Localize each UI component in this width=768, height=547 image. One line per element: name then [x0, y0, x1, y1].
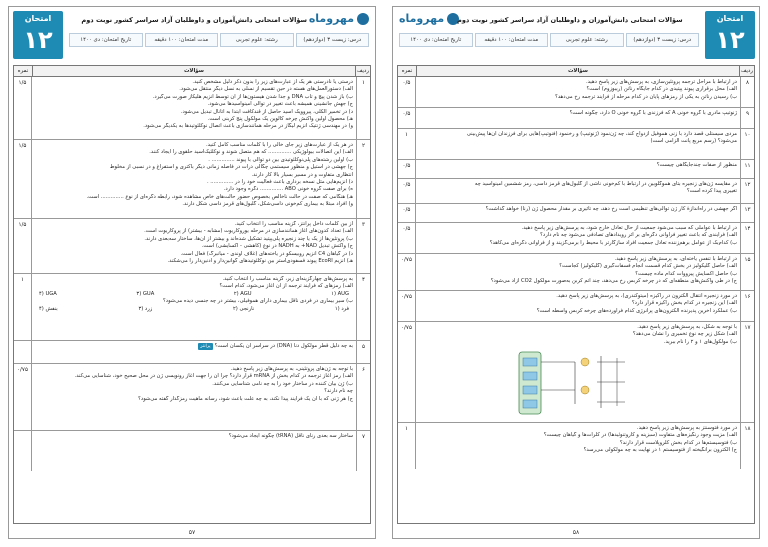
exam-number-badge: [705, 11, 755, 59]
answer-options: [35, 306, 353, 313]
question-body: [32, 140, 356, 218]
questions-table: [397, 65, 755, 524]
question-tag: پرانتز: [200, 344, 211, 349]
option: ۳) زرد: [138, 305, 153, 312]
question-line: اگر جهشی در راه‌اندازهٔ کار ژن توالی‌های تنظیمی است رخ دهد، چه تأثیری بر مقدار محصول ژن (رنا) خواهد گذاشت؟: [485, 206, 737, 212]
question-line: در هر یک از عبارت‌های زیر جای خالی را با کلمات مناسب کامل کنید.: [206, 142, 353, 148]
question-line: در ارتباط با عواملی که سبب می‌شود جمعیت از حال تعادل خارج شود، به پرسش‌های زیر پاسخ دهید.: [521, 225, 737, 231]
question-line: الف) مزیت وجود رنگیزه‌های متفاوت (سبزینه و کاروتنوئیدها) در کلرات‌ها و گیاهان چیست؟: [543, 432, 737, 439]
table-header: [398, 66, 754, 77]
exam-page-left: [8, 6, 376, 539]
question-line: می‌شود؟ (رسم مربع پانت الزامی است): [650, 138, 737, 145]
question-number: ۱۶: [740, 291, 754, 321]
option: ۴) UGA: [39, 290, 57, 297]
question-score: ۰/۷۵: [398, 254, 416, 290]
question-row: [14, 140, 370, 219]
exam-label: امتحان: [24, 14, 52, 23]
question-line: ب) مولکول‌های ۱ و ۲ را نام ببرید.: [663, 338, 737, 345]
question-body: [416, 77, 740, 107]
question-row: [398, 254, 754, 291]
brand-name: مهروماه: [308, 12, 354, 25]
question-line: ج) جهش جانشینی همیشه باعث تغییر در توالی آمینواسیدها می‌شود.: [207, 101, 353, 108]
question-body: [32, 219, 356, 273]
question-number: ۱۸: [740, 423, 754, 469]
exam-number: ۱۲: [715, 26, 745, 54]
question-body: [32, 77, 356, 139]
question-number: ۶: [356, 364, 370, 430]
question-body: [416, 322, 740, 422]
question-line: با توجه به شکل، به پرسش‌های زیر پاسخ دهید.: [637, 324, 737, 330]
info-field: رشته: علوم تجربی: [220, 33, 294, 47]
question-line: هـ) محصول اولین واکنش چرخه کالوین یک مولکول پنج کربنی است.: [207, 116, 353, 123]
question-line: الف) شکل زیر چه نوع تخمیری را نشان می‌دهد؟: [632, 331, 737, 338]
question-body: [32, 431, 356, 471]
question-line: ج) جهشی در استیل و منظور سیستمی چگالی ذرات در فاصله زمانی دیگر باکتری و استفراغ و در نسبی از مخلوط: [109, 164, 353, 171]
question-line: ب) پروتئین‌ها از یک یا چند زنجیره پلی‌پپتید تشکیل شده‌اند و بیشتر از آن‌ها، ساختار سه‌بعدی دارند.: [144, 235, 353, 242]
question-number: ۸: [740, 77, 754, 107]
question-score: ۰/۵: [398, 160, 416, 178]
question-row: [14, 274, 370, 341]
option: ۴) بنفش: [39, 305, 58, 312]
question-row: [14, 431, 370, 471]
option: ۲) نارنجی: [232, 305, 255, 312]
info-duration: مدت امتحان: ۱۰۰ دقیقه: [145, 33, 219, 47]
question-body: [416, 254, 740, 290]
question-score: [14, 341, 32, 363]
option: ۲) AGU: [233, 290, 252, 297]
question-row: [398, 160, 754, 179]
question-number: ۱۵: [740, 254, 754, 290]
page-header: [397, 11, 755, 61]
question-number: ۱۳: [740, 204, 754, 222]
brand-icon: [357, 13, 369, 25]
question-score: ۰/۵: [398, 77, 416, 107]
question-line: انتظاری متفاوت و در مسیر بسیار بالا کار دارند.: [251, 171, 353, 178]
exam-number-badge: [13, 11, 63, 59]
question-line: ژنوتیپ مادری با گروه خونی A که فرزندی با گروه خونی O دارد، چگونه است؟: [569, 110, 737, 116]
answer-options: [35, 291, 353, 298]
question-line: در ارتباط با مراحل ترجمه پروتئین‌سازی، به پرسش‌های زیر پاسخ دهید.: [585, 79, 737, 85]
question-line: هـ) هنگامی که صفت در حالت ناخالص بخصوص حضور حالت‌های خاص مشاهده شود، رابطه دگره‌ای از نوع .............. است.: [86, 193, 353, 200]
question-score: ۱/۵: [14, 140, 32, 218]
question-number: ۱۷: [740, 322, 754, 422]
question-score: ۰/۷۵: [398, 322, 416, 422]
question-row: [14, 219, 370, 274]
question-line: و) در مهندسی ژنتیک آنزیم لیگاز در مرحله همانندسازی باعث اتصال نوکلئوتیدها به یکدیگر می‌شود.: [143, 123, 353, 130]
question-line: و) افراد مبتلا به بیماری کم‌خونی داسی‌شکل، گلبول‌های قرمز داسی شکل دارند.: [182, 201, 353, 208]
question-body: [416, 423, 740, 469]
header-questions: سؤالات: [184, 68, 204, 74]
question-row: [14, 341, 370, 364]
question-line: درستی یا نادرستی هر یک از عبارت‌های زیر را بدون ذکر دلیل مشخص کنید.: [192, 79, 353, 85]
question-line: با توجه به ژن‌های پروتئینی، به پرسش‌های زیر پاسخ دهید.: [230, 366, 353, 372]
exam-info-row: [399, 33, 699, 47]
question-line: تغییری پیدا کرده است؟: [686, 188, 737, 195]
question-score: ۱/۵: [14, 219, 32, 273]
question-number: ۲: [356, 140, 370, 218]
header-questions: سؤالات: [568, 68, 588, 74]
question-score: ۱: [398, 129, 416, 159]
question-row: [398, 322, 754, 423]
brand-logo: [309, 11, 369, 27]
question-row: [398, 77, 754, 108]
question-line: د) در گیاهان C4 آنزیم روبیسکو در یاخته‌های (غلاف آوندی - میانبرگ) فعال است.: [180, 250, 353, 257]
question-number: ۱۴: [740, 223, 754, 253]
question-line: ساختار سه بعدی رنای ناقل (tRNA) چگونه ایجاد می‌شود؟: [228, 433, 353, 439]
question-score: ۰/۵: [398, 179, 416, 203]
question-number: ۱: [356, 77, 370, 139]
question-body: [416, 223, 740, 253]
info-date: تاریخ امتحان: دی ۱۴۰۰: [399, 33, 473, 47]
question-line: ب) حاصل اکسایش پیرووات کدام ماده چیست؟: [635, 270, 737, 277]
table-header: [14, 66, 370, 77]
question-score: ۰/۷۵: [14, 364, 32, 430]
question-line: ب) سیر بیماری در فردی ناقل بیماری دارای هموفیلی، بیشتر در چه جنسی دیده می‌شود؟: [163, 298, 353, 305]
questions-table: [13, 65, 371, 524]
question-line: د) آنزیم‌هایی مثل نسخه برداری باعث فعالیت خود را در .............. .: [206, 179, 353, 186]
question-line: منظور از صفات چندجایگاهی چیست؟: [656, 162, 737, 168]
question-number: ۴: [356, 274, 370, 340]
question-line: الف) تعداد کدون‌های آغاز همانندسازی در مرحله یوروکاریوت (مشابه - بیشتر) از پروکاریوت است.: [144, 228, 353, 235]
option: ۱) AUG: [331, 290, 349, 297]
question-body: [416, 108, 740, 128]
header-score: نمره: [14, 66, 33, 76]
question-line: هـ) آنزیم EcoRI پیوند فسفودی‌استر بین نوکلئوتیدهای گوانین‌دار و آدنین‌دار را می‌شکند.: [167, 258, 353, 265]
question-row: [14, 364, 370, 431]
exam-title: سؤالات امتحانی دانش‌آموزان و داوطلبان آزاد سراسر کشور نوبت دوم: [457, 16, 683, 24]
info-field: رشته: علوم تجربی: [550, 33, 624, 47]
question-number: ۱۱: [740, 160, 754, 178]
question-line: ج) هر ژنی که با آن یک فرایند پیدا نکند، به چه علت باعث شود، رسانه ماهیت رمزگذار گفته می‌شود؟: [138, 395, 353, 402]
info-subject: درس: زیست ۳ (دوازدهم): [626, 33, 700, 47]
question-number: ۷: [356, 431, 370, 471]
question-body: [416, 129, 740, 159]
question-line: ب) عملکرد آخرین پذیرنده الکترون‌های پرانرژی کدام فراورده‌های چرخه کربس واسطه است؟: [536, 307, 737, 314]
question-score: ۱: [398, 423, 416, 469]
question-score: ۱/۵: [14, 77, 32, 139]
question-line: در مورد فتوسنتز به پرسش‌های زیر پاسخ دهید.: [636, 425, 737, 431]
question-number: ۱۰: [740, 129, 754, 159]
question-line: الف) حاصل گلیکولیز در بخش کدام قسمت انجام فسفات‌گیری (گلیکولیز) کجاست؟: [559, 263, 737, 270]
exam-title: سؤالات امتحانی دانش‌آموزان و داوطلبان آزاد سراسر کشور نوبت دوم: [81, 16, 307, 24]
fermentation-figure: [513, 348, 643, 420]
question-number: ۳: [356, 219, 370, 273]
question-line: ج) در طی واکنش‌های منطقه‌ای که در چرخه کربس رخ می‌دهد، چند اتم کربن به‌صورت مولکول CO2 آزاد می‌شود؟: [490, 278, 737, 285]
question-score: ۱: [14, 274, 32, 340]
question-row: [398, 291, 754, 322]
question-line: مردی سیستلی قصد دارد با زنی هموفیل ازدواج کند، چه ژن‌نمود (ژنوتیپ) و رخنمود (فنوتیپ)هایی برای فرزندان آن‌ها پیش‌بینی: [466, 131, 737, 137]
question-line: ب) کدام‌یک از عوامل برهم‌زننده تعادل جمعیت افراد سازگارتر با محیط را برمی‌گزیند و از فراوانی دگره‌ای می‌کاهد؟: [489, 239, 737, 246]
question-line: الف) این اتصالات بیولوژیکی .............. که هم متصل شوند و نوکلئیک‌اسید حلقوی را ایجاد کنند.: [149, 149, 353, 156]
question-row: [14, 77, 370, 140]
option: ۱) فرد: [334, 305, 349, 312]
option: ۳) GUA: [136, 290, 155, 297]
question-row: [398, 204, 754, 223]
question-line: ج) واکنش تبدیل NAD+ به NADH در نوع (کاهشی - اکسایشی) است.: [201, 243, 353, 250]
question-body: [416, 291, 740, 321]
question-line: چه نام دارند؟: [324, 388, 353, 395]
question-row: [398, 423, 754, 469]
question-body: [32, 274, 356, 340]
question-line: ب) فتوسیستم‌ها در کدام بخش کلروپلاست قرار دارند؟: [619, 439, 737, 446]
question-line: ب) ژن بیان کننده در ساختار خود را به چه نامی شناسایی می‌کنند.: [212, 380, 353, 387]
exam-page-right: [392, 6, 760, 539]
question-line: د) در تخمیر الکلی، پیروویک اسید حاصل از قندکافت ابتدا به اتانال تبدیل می‌شود.: [180, 108, 353, 115]
question-score: ۰/۵: [398, 108, 416, 128]
question-body: [416, 204, 740, 222]
question-row: [398, 108, 754, 129]
question-row: [398, 129, 754, 160]
exam-info-row: [69, 33, 369, 47]
question-row: [398, 223, 754, 254]
info-duration: مدت امتحان: ۱۰۰ دقیقه: [475, 33, 549, 47]
header-row-number: ردیف: [356, 68, 370, 74]
header-row-number: ردیف: [740, 68, 754, 74]
question-line: به پرسش‌های چهارگزینه‌ای زیر، گزینه مناسب را انتخاب کنید.: [222, 276, 353, 282]
question-number: ۱۲: [740, 179, 754, 203]
question-body: [416, 160, 740, 178]
question-line: از بین کلمات داخل پرانتز، گزینه مناسب را انتخاب کنید.: [234, 221, 353, 227]
question-line: ب) رسیدن رناتن به یکی از رمزهای پایان در کدام مرحله از فرایند ترجمه رخ می‌دهد؟: [555, 93, 737, 100]
question-number: ۹: [740, 108, 754, 128]
page-header: [13, 11, 371, 61]
brand-name: مهروماه: [399, 12, 445, 25]
info-subject: درس: زیست ۳ (دوازدهم): [296, 33, 370, 47]
fermentation-diagram: [419, 346, 737, 422]
question-line: الف) دستورالعمل‌های هسته در حین تقسیم از نسلی به نسل دیگر منتقل می‌شود.: [179, 86, 353, 93]
question-score: ۰/۵: [398, 223, 416, 253]
question-body: [32, 364, 356, 430]
exam-label: امتحان: [716, 14, 744, 23]
question-line: الف) این زنجیره در کدام بخش راکیزه قرار دارد؟: [631, 300, 737, 307]
exam-number: ۱۲: [23, 26, 53, 54]
question-line: به چه دلیل قطر مولکول دنا (DNA) در سراسر آن یکسان است؟پرانتز: [200, 343, 353, 349]
question-line: الف) محل برقراری پیوند پپتیدی در کدام جایگاه رناتن (ریبوزوم) است؟: [586, 86, 737, 93]
question-number: ۵: [356, 341, 370, 363]
question-line: الف) فرایندی که باعث تغییر فراوانی دگره‌ای بر اثر رویدادهای تصادفی می‌شود چه نام دارد؟: [540, 232, 737, 239]
info-date: تاریخ امتحان: دی ۱۴۰۰: [69, 33, 143, 47]
question-score: ۰/۵: [398, 204, 416, 222]
question-line: در مورد زنجیره انتقال الکترون در راکیزه (میتوکندری)، به پرسش‌های زیر پاسخ دهید.: [556, 293, 737, 299]
page-number: ۵۷: [188, 529, 196, 536]
question-line: ب) باز شدن پیچ و تاب DNA و جدا شدن هیستون‌ها از آن توسط آنزیم هلیکاز صورت می‌گیرد.: [152, 93, 353, 100]
question-score: ۰/۷۵: [398, 291, 416, 321]
question-score: [14, 431, 32, 471]
question-body: [416, 179, 740, 203]
header-score: نمره: [398, 66, 417, 76]
page-number: ۵۸: [572, 529, 580, 536]
brand-logo: [399, 11, 459, 27]
question-line: در مقایسه ژن‌های زنجیره بتای هموگلوبین در ارتباط با کم‌خونی ناشی از گلبول‌های قرمز داسی، رمز ششمین آمینواسید چه: [474, 181, 737, 187]
question-line: الف) رمز آغاز ترجمه در کدام بخش از mRNA قرار دارد؟ چرا آن را جهت آغاز رونویسی ژن در محل صحیح خود، شناسایی می‌کند.: [74, 373, 353, 380]
question-line: الف) رمزهای که فرایند ترجمه از آن آغاز می‌شود، کدام است؟: [219, 283, 353, 290]
question-line: ه) برای صفت گروه خونی ABO .............. دگره وجود دارد.: [223, 186, 353, 193]
question-line: ب) اولین رشته‌های پلی‌نوکلئوتیدی بین دو توالی با پیوند .............. .: [208, 156, 353, 163]
question-row: [398, 179, 754, 204]
question-line: ج) الکترون برانگیخته از فتوسیستم ۱ در نهایت به چه مولکولی می‌رسد؟: [583, 447, 737, 454]
question-body: [32, 341, 356, 363]
question-line: در ارتباط با تنفس یاخته‌ای، به پرسش‌های زیر پاسخ دهید.: [614, 256, 737, 262]
